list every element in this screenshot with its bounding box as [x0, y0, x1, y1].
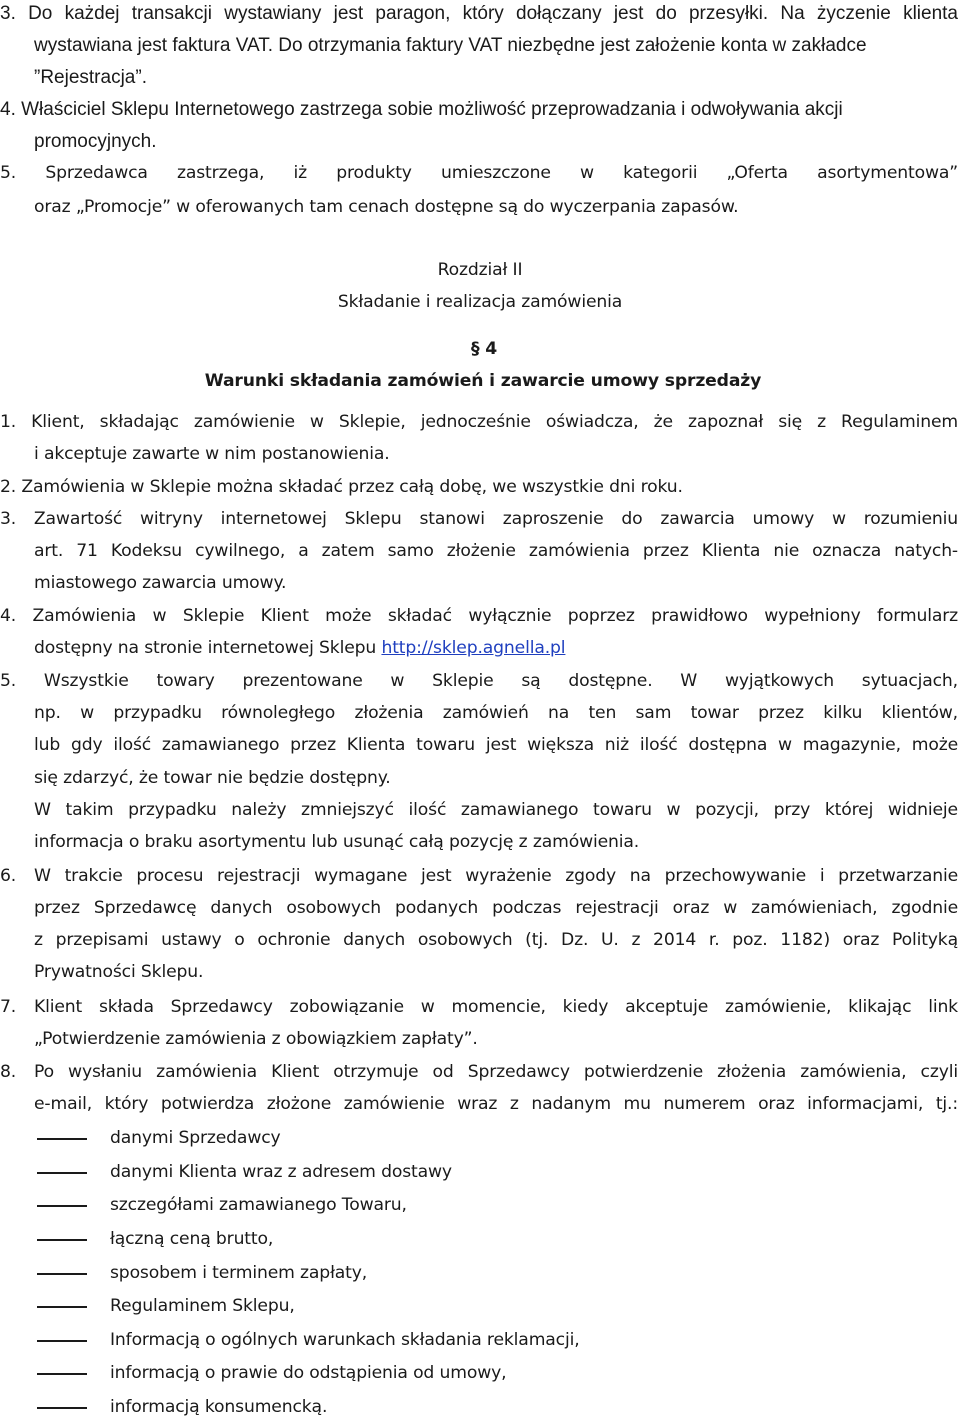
clause-6-line-1: W trakcie procesu rejestracji wymagane jest wyrażenie zgody na przechowywanie i przetwarzanie	[34, 866, 958, 886]
item-3-line-1: 3. Do każdej transakcji wystawiany jest paragon, który dołączany jest do przesyłki. Na życzenie klienta	[0, 3, 958, 24]
clause-5-line-1: 5. Wszystkie towary prezentowane w Sklepie są dostępne. W wyjątkowych sytuacjach,	[0, 671, 958, 691]
clause-6-line-3: z przepisami ustawy o ochronie danych osobowych (tj. Dz. U. z 2014 r. poz. 1182) oraz Polityką	[34, 930, 958, 950]
clause-6-line-4: Prywatności Sklepu.	[34, 962, 204, 982]
section-heading	[4, 336, 960, 362]
shop-url-link[interactable]: http://sklep.agnella.pl	[381, 638, 566, 658]
list-item: łączną ceną brutto,	[110, 1229, 274, 1249]
list-item: danymi Klienta wraz z adresem dostawy	[110, 1162, 452, 1182]
item-4-line-1: 4. Właściciel Sklepu Internetowego zastrzega sobie możliwość przeprowadzania i odwoływania akcji	[0, 99, 843, 120]
clause-8-line-1: Po wysłaniu zamówienia Klient otrzymuje od Sprzedawcy potwierdzenie złożenia zamówienia, czyli	[34, 1062, 958, 1082]
clause-5-line-2: np. w przypadku równoległego złożenia zamówień na ten sam towar przez kilku klientów,	[34, 703, 958, 723]
list-item: sposobem i terminem zapłaty,	[110, 1263, 368, 1283]
list-dash	[37, 1407, 87, 1409]
clause-4-line-1: 4. Zamówienia w Sklepie Klient może składać wyłącznie poprzez prawidłowo wypełniony formularz	[0, 606, 958, 626]
item-4-line-2: promocyjnych.	[34, 131, 157, 152]
item-3-line-3: ”Rejestracja”.	[34, 67, 147, 88]
clause-4-text: dostępny na stronie internetowej Sklepu	[34, 638, 382, 658]
section-symbol: §	[470, 339, 480, 359]
item-3-line-2: wystawiana jest faktura VAT. Do otrzymania faktury VAT niezbędne jest założenie konta w zakładce	[34, 35, 867, 56]
list-dash	[37, 1340, 87, 1342]
clause-8-number: 8.	[0, 1062, 17, 1082]
chapter-subtitle: Składanie i realizacja zamówienia	[337, 292, 623, 312]
list-dash	[37, 1138, 87, 1140]
clause-3-line-1: 3. Zawartość witryny internetowej Sklepu stanowi zaproszenie do zawarcia umowy w rozumieniu	[0, 509, 958, 529]
list-item: szczegółami zamawianego Towaru,	[110, 1195, 407, 1215]
list-item: informacją konsumencką.	[110, 1397, 328, 1417]
clause-1-line-2: i akceptuje zawarte w nim postanowienia.	[34, 444, 390, 464]
clause-5-line-6: informacja o braku asortymentu lub usunąć całą pozycję z zamówienia.	[34, 832, 640, 852]
clause-7-number: 7.	[0, 997, 17, 1017]
item-5-line-2: oraz „Promocje” w oferowanych tam cenach dostępne są do wyczerpania zapasów.	[34, 197, 739, 217]
clause-7-line-2: „Potwierdzenie zamówienia z obowiązkiem zapłaty”.	[34, 1029, 478, 1049]
clause-8-line-2: e-mail, który potwierdza złożone zamówienie wraz z nadanym mu numerem oraz informacjami, tj.:	[34, 1094, 958, 1114]
list-dash	[37, 1205, 87, 1207]
list-dash	[37, 1172, 87, 1174]
list-dash	[37, 1239, 87, 1241]
clause-5-line-4: się zdarzyć, że towar nie będzie dostępny.	[34, 768, 391, 788]
section-title: Warunki składania zamówień i zawarcie umowy sprzedaży	[204, 371, 762, 391]
list-dash	[37, 1373, 87, 1375]
list-item: informacją o prawie do odstąpienia od umowy,	[110, 1363, 507, 1383]
list-item: Regulaminem Sklepu,	[110, 1296, 295, 1316]
list-dash	[37, 1306, 87, 1308]
clause-1-line-1: 1. Klient, składając zamówienie w Sklepie, jednocześnie oświadcza, że zapoznał się z Regulaminem	[0, 412, 958, 432]
clause-5-line-3: lub gdy ilość zamawianego przez Klienta towaru jest większa niż ilość dostępna w magazynie, może	[34, 735, 958, 755]
clause-2: 2. Zamówienia w Sklepie można składać przez całą dobę, we wszystkie dni roku.	[0, 477, 683, 497]
clause-6-line-2: przez Sprzedawcę danych osobowych podanych podczas rejestracji oraz w zamówieniach, zgodnie	[34, 898, 958, 918]
list-item: danymi Sprzedawcy	[110, 1128, 281, 1148]
list-dash	[37, 1273, 87, 1275]
section-number: 4	[485, 339, 498, 359]
clause-4-line-2	[34, 635, 565, 661]
clause-7-line-1: Klient składa Sprzedawcy zobowiązanie w momencie, kiedy akceptuje zamówienie, klikając link	[34, 997, 958, 1017]
chapter-title: Rozdział II	[437, 260, 523, 280]
item-5-line-1: 5. Sprzedawca zastrzega, iż produkty umieszczone w kategorii „Oferta asortymentowa”	[0, 163, 958, 183]
clause-3-line-2: art. 71 Kodeksu cywilnego, a zatem samo złożenie zamówienia przez Klienta nie oznacza natych-	[34, 541, 958, 561]
list-item: Informacją o ogólnych warunkach składania reklamacji,	[110, 1330, 580, 1350]
clause-5-line-5: W takim przypadku należy zmniejszyć ilość zamawianego towaru w pozycji, przy której widnieje	[34, 800, 958, 820]
clause-6-number: 6.	[0, 866, 17, 886]
clause-3-line-3: miastowego zawarcia umowy.	[34, 573, 287, 593]
